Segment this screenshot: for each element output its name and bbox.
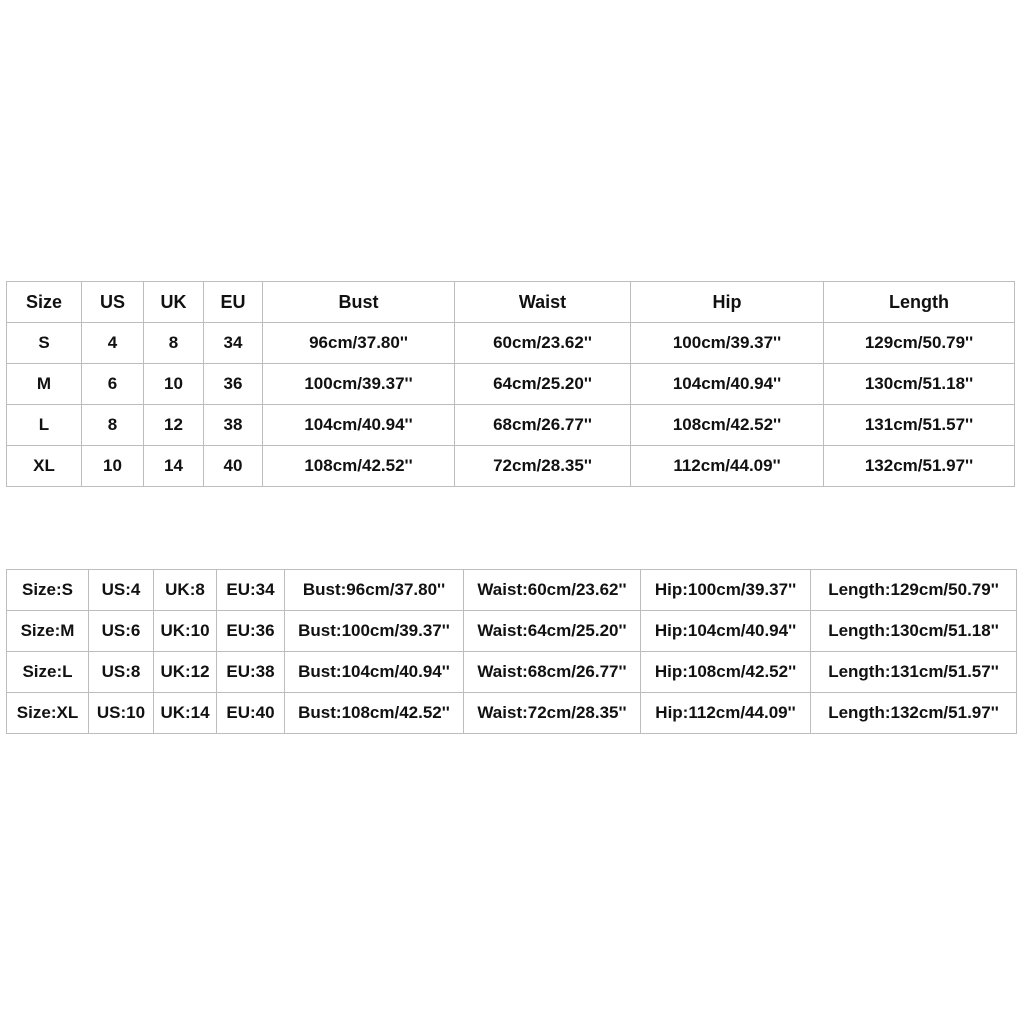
- cell-waist: 64cm/25.20'': [455, 364, 631, 405]
- cell-bust: Bust:108cm/42.52'': [285, 693, 464, 734]
- cell-uk: UK:8: [154, 570, 217, 611]
- header-eu: EU: [204, 282, 263, 323]
- cell-us: US:10: [89, 693, 154, 734]
- header-hip: Hip: [631, 282, 824, 323]
- cell-us: US:6: [89, 611, 154, 652]
- table-row: [7, 611, 1017, 652]
- cell-eu: 34: [204, 323, 263, 364]
- cell-size: Size:M: [7, 611, 89, 652]
- cell-uk: 14: [144, 446, 204, 487]
- cell-eu: EU:36: [217, 611, 285, 652]
- table-row: [7, 323, 1015, 364]
- cell-size: Size:XL: [7, 693, 89, 734]
- cell-bust: Bust:104cm/40.94'': [285, 652, 464, 693]
- cell-size: Size:L: [7, 652, 89, 693]
- cell-length: Length:131cm/51.57'': [811, 652, 1017, 693]
- cell-size: L: [7, 405, 82, 446]
- cell-hip: Hip:100cm/39.37'': [641, 570, 811, 611]
- cell-bust: 100cm/39.37'': [263, 364, 455, 405]
- header-us: US: [82, 282, 144, 323]
- cell-bust: Bust:100cm/39.37'': [285, 611, 464, 652]
- table-row: [7, 405, 1015, 446]
- header-uk: UK: [144, 282, 204, 323]
- cell-uk: UK:10: [154, 611, 217, 652]
- table-row: [7, 693, 1017, 734]
- cell-hip: Hip:112cm/44.09'': [641, 693, 811, 734]
- cell-size: XL: [7, 446, 82, 487]
- cell-uk: UK:12: [154, 652, 217, 693]
- cell-waist: 60cm/23.62'': [455, 323, 631, 364]
- cell-length: Length:130cm/51.18'': [811, 611, 1017, 652]
- cell-length: 129cm/50.79'': [824, 323, 1015, 364]
- header-length: Length: [824, 282, 1015, 323]
- cell-eu: EU:40: [217, 693, 285, 734]
- cell-size: Size:S: [7, 570, 89, 611]
- table-row: [7, 364, 1015, 405]
- header-bust: Bust: [263, 282, 455, 323]
- cell-us: US:4: [89, 570, 154, 611]
- cell-us: 10: [82, 446, 144, 487]
- header-waist: Waist: [455, 282, 631, 323]
- cell-eu: EU:34: [217, 570, 285, 611]
- cell-us: 4: [82, 323, 144, 364]
- cell-hip: 108cm/42.52'': [631, 405, 824, 446]
- cell-bust: 108cm/42.52'': [263, 446, 455, 487]
- cell-length: Length:129cm/50.79'': [811, 570, 1017, 611]
- header-size: Size: [7, 282, 82, 323]
- cell-hip: Hip:104cm/40.94'': [641, 611, 811, 652]
- cell-us: US:8: [89, 652, 154, 693]
- cell-length: Length:132cm/51.97'': [811, 693, 1017, 734]
- cell-uk: 8: [144, 323, 204, 364]
- size-list-table: [6, 569, 1017, 734]
- cell-length: 131cm/51.57'': [824, 405, 1015, 446]
- cell-size: M: [7, 364, 82, 405]
- cell-hip: 112cm/44.09'': [631, 446, 824, 487]
- cell-uk: 10: [144, 364, 204, 405]
- cell-us: 8: [82, 405, 144, 446]
- cell-length: 130cm/51.18'': [824, 364, 1015, 405]
- cell-size: S: [7, 323, 82, 364]
- cell-waist: 72cm/28.35'': [455, 446, 631, 487]
- cell-eu: 36: [204, 364, 263, 405]
- cell-waist: 68cm/26.77'': [455, 405, 631, 446]
- cell-length: 132cm/51.97'': [824, 446, 1015, 487]
- cell-bust: Bust:96cm/37.80'': [285, 570, 464, 611]
- cell-hip: Hip:108cm/42.52'': [641, 652, 811, 693]
- cell-waist: Waist:64cm/25.20'': [464, 611, 641, 652]
- cell-hip: 104cm/40.94'': [631, 364, 824, 405]
- cell-uk: 12: [144, 405, 204, 446]
- header-row: [7, 282, 1015, 323]
- cell-bust: 96cm/37.80'': [263, 323, 455, 364]
- table-row: [7, 570, 1017, 611]
- cell-eu: EU:38: [217, 652, 285, 693]
- table-row: [7, 652, 1017, 693]
- cell-hip: 100cm/39.37'': [631, 323, 824, 364]
- cell-us: 6: [82, 364, 144, 405]
- cell-eu: 38: [204, 405, 263, 446]
- cell-waist: Waist:72cm/28.35'': [464, 693, 641, 734]
- cell-waist: Waist:60cm/23.62'': [464, 570, 641, 611]
- size-chart-table: [6, 281, 1015, 487]
- cell-bust: 104cm/40.94'': [263, 405, 455, 446]
- cell-waist: Waist:68cm/26.77'': [464, 652, 641, 693]
- table-row: [7, 446, 1015, 487]
- cell-eu: 40: [204, 446, 263, 487]
- cell-uk: UK:14: [154, 693, 217, 734]
